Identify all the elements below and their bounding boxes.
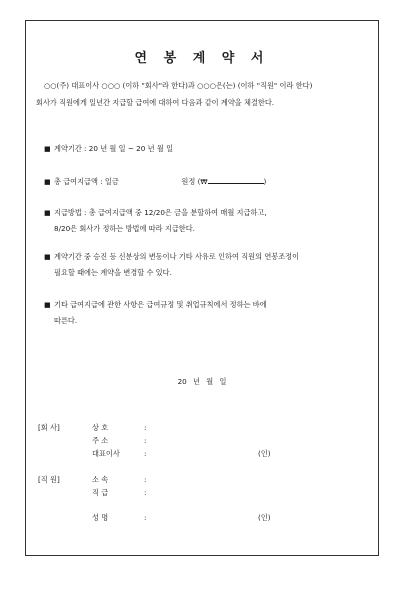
intro-line-2: 회사가 직원에게 일년간 지급할 급여에 대하여 다음과 같이 계약을 체결한다. bbox=[36, 98, 275, 107]
item-text: 지급방법 : 총 급여지급액 중 12/20은 금을 분할하여 매월 지급하고, bbox=[54, 208, 267, 217]
contract-document bbox=[25, 20, 379, 556]
intro-line-1: ○○(주) 대표이사 ○○○ (이하 "회사"라 한다)과 ○○○은(는) (이하 "직원" 이라 한다) bbox=[44, 81, 313, 90]
bullet-icon: ■ bbox=[44, 178, 51, 186]
item-text: 계약기간 중 승진 등 신분상의 변동이나 기타 사유로 인하여 직원의 연봉조정이 bbox=[54, 252, 300, 261]
colon: : bbox=[144, 513, 147, 522]
bullet-icon: ■ bbox=[44, 145, 51, 153]
bullet-icon: ■ bbox=[44, 253, 51, 261]
contract-change-item bbox=[44, 249, 366, 280]
employee-department-label: 소 속 bbox=[92, 475, 109, 484]
colon: : bbox=[144, 436, 147, 445]
document-title: 연 봉 계 약 서 bbox=[134, 51, 270, 66]
bullet-icon: ■ bbox=[44, 209, 51, 217]
other-terms-item bbox=[44, 297, 366, 328]
employee-rank-label: 직 급 bbox=[92, 488, 109, 497]
item-text: 총 급여지급액 : 일금 bbox=[54, 177, 119, 186]
item-continuation: 8/20은 회사가 정하는 방법에 따라 지급한다. bbox=[54, 224, 195, 233]
colon: : bbox=[144, 423, 147, 432]
colon: : bbox=[144, 449, 147, 458]
employee-group-label: [직 원] bbox=[38, 475, 60, 484]
amount-label: 원정 (₩ bbox=[181, 177, 208, 186]
company-ceo-label: 대표이사 bbox=[92, 449, 120, 458]
payment-method-item bbox=[44, 205, 366, 236]
colon: : bbox=[144, 488, 147, 497]
employee-seal-mark: (인) bbox=[258, 513, 271, 522]
total-salary-item bbox=[44, 174, 366, 190]
amount-blank-line bbox=[208, 177, 264, 184]
colon: : bbox=[144, 475, 147, 484]
item-text: 계약기간 : 20 년 월 일 ~ 20 년 월 일 bbox=[54, 144, 174, 153]
item-text: 기타 급여지급에 관한 사항은 급여규정 및 취업규칙에서 정하는 바에 bbox=[54, 300, 267, 309]
company-address-label: 주 소 bbox=[92, 436, 109, 445]
intro-paragraph bbox=[36, 77, 372, 111]
company-seal-mark: (인) bbox=[258, 449, 271, 458]
company-name-label: 상 호 bbox=[92, 423, 109, 432]
contract-period-item bbox=[44, 141, 366, 157]
item-continuation: 따른다. bbox=[54, 316, 78, 325]
amount-close: ) bbox=[263, 177, 267, 186]
item-continuation: 필요할 때에는 계약을 변경할 수 있다. bbox=[54, 268, 172, 277]
bullet-icon: ■ bbox=[44, 301, 51, 309]
contract-date: 20 년 월 일 bbox=[177, 377, 227, 386]
employee-name-label: 성 명 bbox=[92, 513, 109, 522]
company-group-label: [회 사] bbox=[38, 423, 60, 432]
